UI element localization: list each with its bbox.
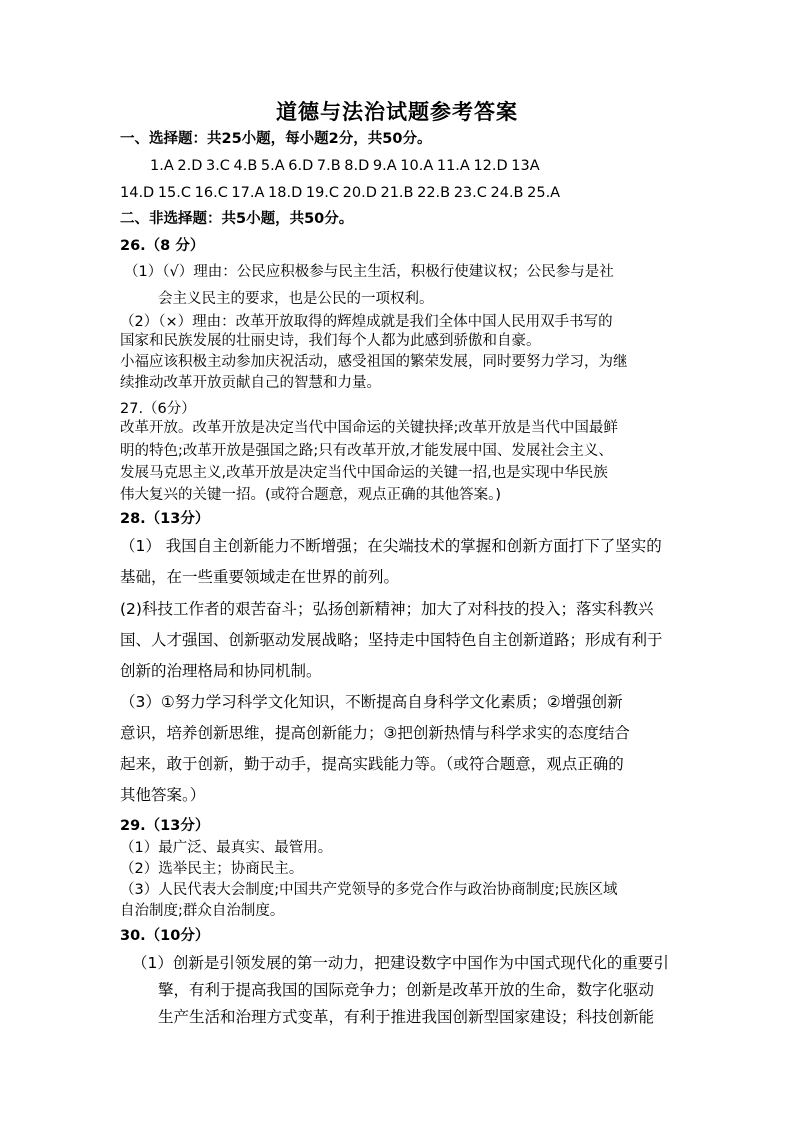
q27-line: 改革开放。改革开放是决定当代中国命运的关键抉择;改革开放是当代中国最鲜	[120, 420, 618, 436]
page-title: 道德与法治试题参考答案	[276, 100, 518, 124]
q28-line: 国、人才强国、创新驱动发展战略；坚持走中国特色自主创新道路；形成有利于	[120, 631, 663, 649]
section2-heading: 二、非选择题：共5小题，共50分。	[120, 211, 354, 227]
q28-line: （1） 我国自主创新能力不断增强；在尖端技术的掌握和创新方面打下了坚实的	[120, 537, 662, 555]
q26-line: 小福应该积极主动参加庆祝活动，感受祖国的繁荣发展，同时要努力学习，为继	[120, 354, 628, 370]
q30-line: 擎，有利于提高我国的国际竞争力；创新是改革开放的生命，数字化驱动	[158, 981, 655, 999]
q30-line: （1）创新是引领发展的第一动力，把建设数字中国作为中国式现代化的重要引	[132, 954, 669, 972]
choice-answers-line-2: 14.D 15.C 16.C 17.A 18.D 19.C 20.D 21.B 22.B 23.C 24.B 25.A	[120, 185, 561, 201]
q27-line: 伟大复兴的关键一招。(或符合题意，观点正确的其他答案。)	[120, 487, 502, 503]
q29-line: （1）最广泛、最真实、最管用。	[120, 840, 333, 856]
q28-heading: 28.（13分）	[120, 511, 210, 527]
section1-heading: 一、选择题：共25小题，每小题2分，共50分。	[120, 131, 432, 147]
q26-line: 国家和民族发展的壮丽史诗，我们每个人都为此感到骄傲和自豪。	[120, 333, 541, 349]
q26-line: 会主义民主的要求，也是公民的一项权利。	[158, 291, 434, 307]
q28-line: 意识，培养创新思维，提高创新能力；③把创新热情与科学求实的态度结合	[120, 724, 630, 742]
q27-line: 明的特色;改革开放是强国之路;只有改革开放,才能发展中国、发展社会主义、	[120, 443, 613, 459]
q28-line: 起来，敢于创新，勤于动手，提高实践能力等。（或符合题意，观点正确的	[120, 755, 624, 773]
q27-heading: 27.（6分）	[120, 401, 196, 417]
q26-line: 续推动改革开放贡献自己的智慧和力量。	[120, 375, 381, 391]
q30-heading: 30.（10分）	[120, 928, 210, 944]
q26-heading: 26.（8 分）	[120, 238, 205, 254]
q29-line: 自治制度;群众自治制度。	[120, 903, 285, 919]
q28-line: (2)科技工作者的艰苦奋斗；弘扬创新精神；加大了对科技的投入；落实科教兴	[120, 600, 654, 618]
q28-line: 创新的治理格局和协同机制。	[120, 662, 322, 680]
q27-line: 发展马克思主义,改革开放是决定当代中国命运的关键一招,也是实现中华民族	[120, 465, 608, 481]
q26-line: （1）（√）理由：公民应积极参与民主生活，积极行使建议权；公民参与是社	[124, 264, 614, 280]
q28-line: 其他答案。）	[120, 786, 206, 804]
q28-line: （3）①努力学习科学文化知识，不断提高自身科学文化素质；②增强创新	[120, 693, 623, 711]
q29-line: （3）人民代表大会制度;中国共产党领导的多党合作与政治协商制度;民族区域	[120, 882, 618, 898]
q28-line: 基础，在一些重要领域走在世界的前列。	[120, 568, 400, 586]
q29-heading: 29.（13分）	[120, 818, 210, 834]
q30-line: 生产生活和治理方式变革，有利于推进我国创新型国家建设；科技创新能	[158, 1008, 655, 1026]
choice-answers-line-1: 1.A 2.D 3.C 4.B 5.A 6.D 7.B 8.D 9.A 10.A 11.A 12.D 13A	[150, 158, 540, 174]
q26-line: （2）（×）理由：改革开放取得的辉煌成就是我们全体中国人民用双手书写的	[120, 314, 613, 330]
q29-line: （2）选举民主；协商民主。	[120, 861, 304, 877]
